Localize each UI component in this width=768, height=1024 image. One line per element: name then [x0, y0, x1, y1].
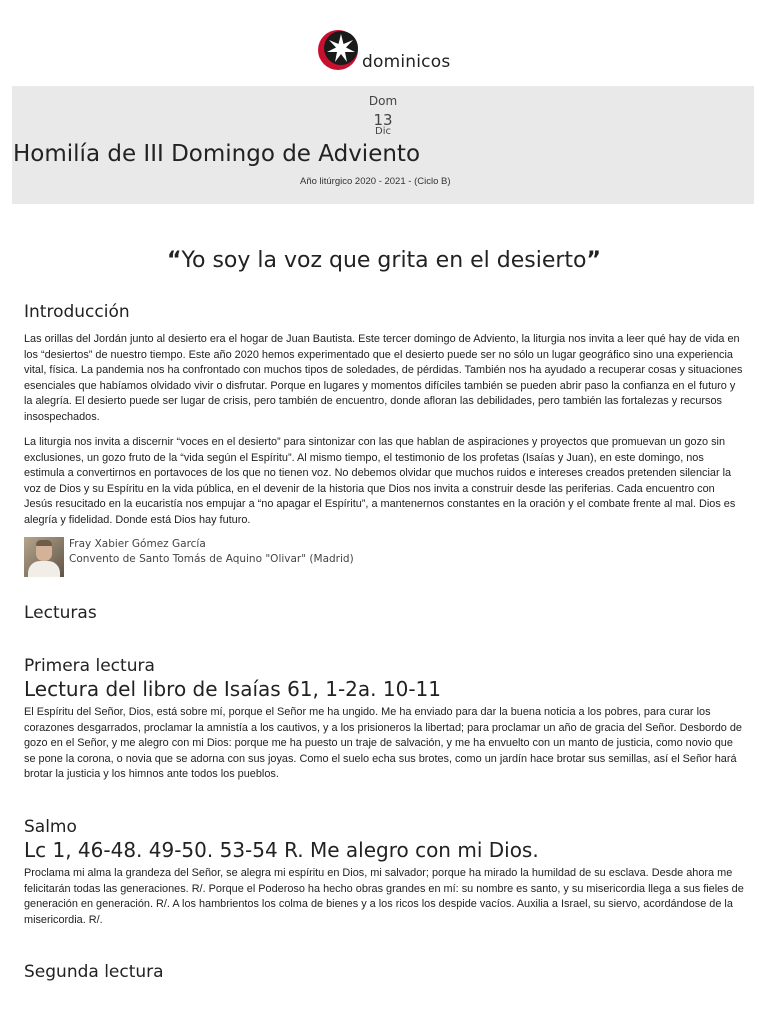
dominicos-logo-icon: [316, 28, 360, 72]
page-title: Homilía de III Domingo de Adviento: [13, 141, 421, 167]
segunda-lectura-label: Segunda lectura: [24, 962, 164, 982]
author-avatar: [24, 537, 64, 577]
primera-lectura-reference: Lectura del libro de Isaías 61, 1-2a. 10-11: [24, 677, 441, 701]
quote-text: Yo soy la voz que grita en el desierto: [181, 248, 587, 273]
quote-close-mark: ”: [586, 248, 601, 273]
author-convent: Convento de Santo Tomás de Aquino "Olivar" (Madrid): [69, 553, 354, 565]
author-card[interactable]: [24, 537, 354, 577]
primera-lectura-text: El Espíritu del Señor, Dios, está sobre mí, porque el Señor me ha ungido. Me ha enviado para dar la buena noticia a los pobres, para curar los corazones desgarrados, proclamar la amnistía a los cautivos, y a los prisioneros la libertad; para proclamar un año de gracia del Señor. Desbordo de gozo en el Señor, y me alegro con mi Dios: porque me ha puesto un traje de salvación, y me ha envuelto con un manto de justicia, como novio que se pone la corona, o novia que se adorna con sus joyas. Como el suelo echa sus brotes, como un jardín hace brotar sus semillas, así el Señor hará brotar la justicia y los himnos ante todos los pueblos.: [24, 706, 742, 781]
author-info: [69, 537, 354, 567]
date-weekday: Dom: [368, 94, 398, 108]
intro-paragraph-1: Las orillas del Jordán junto al desierto era el hogar de Juan Bautista. Este tercer domingo de Adviento, la liturgia nos invita a leer qué hay de vida en los “desiertos” de nuestro tiempo. Este año 2020 hemos experimentado que el desierto puede ser no sólo un lugar geográfico sino una experiencia vital, física. La pandemia nos ha confrontado con muchos tipos de soledades, de pérdidas. También nos ha ayudado a recuperar cosas y situaciones esenciales que habíamos olvidado vivir o disfrutar. Porque en lugares y momentos difíciles también se pueden abrir paso la confianza en el futuro y la alegría. El desierto puede ser lugar de crisis, pero también de encuentro, donde afloran las debilidades, pero también las fortalezas y recursos insospechados.: [24, 333, 743, 423]
intro-heading: Introducción: [24, 302, 130, 322]
salmo-reference: Lc 1, 46-48. 49-50. 53-54 R. Me alegro con mi Dios.: [24, 838, 539, 862]
date-day: 13: [373, 111, 393, 129]
lecturas-heading: Lecturas: [24, 603, 97, 623]
primera-lectura-label: Primera lectura: [24, 656, 155, 676]
intro-paragraph-2: La liturgia nos invita a discernir “voces en el desierto” para sintonizar con las que hablan de aspiraciones y proyectos que promuevan un gozo sin exclusiones, un gozo fruto de la “vida según el Espíritu”. Al mismo tiempo, el testimonio de los profetas (Isaías y Juan), en este domingo, nos estimula a convertirnos en portavoces de los que no tienen voz. No debemos olvidar que muchos ruidos e intereses creados pretenden silenciar la voz de Dios y su Espíritu en la vida pública, en el devenir de la historia que Dios nos invita a construir desde las periferias. Cada encuentro con Jesús resucitado en la eucaristía nos empujar a “no apagar el Espíritu”, a mantenernos constantes en la oración y el combate frente al mal. Dios es alegría y fidelidad. Donde está Dios hay futuro.: [24, 436, 736, 526]
salmo-label: Salmo: [24, 817, 77, 837]
site-logo[interactable]: [316, 28, 450, 72]
homily-header: [12, 86, 754, 204]
date-month: Dic: [375, 126, 391, 137]
author-name: Fray Xabier Gómez García: [69, 538, 206, 550]
liturgical-year: Año litúrgico 2020 - 2021 - (Ciclo B): [300, 176, 451, 187]
homily-quote: [0, 248, 768, 273]
salmo-text: Proclama mi alma la grandeza del Señor, se alegra mi espíritu en Dios, mi salvador; porque ha mirado la humildad de su esclava. Desde ahora me felicitarán todas las generaciones. R/. Porque el Poderoso ha hecho obras grandes en mí: su nombre es santo, y su misericordia llega a sus fieles de generación en generación. R/. A los hambrientos los colma de bienes y a los ricos los despide vacíos. Auxilia a Israel, su siervo, acordándose de la misericordia. R/.: [24, 867, 744, 926]
quote-open-mark: “: [167, 248, 182, 273]
logo-text: dominicos: [362, 52, 451, 72]
